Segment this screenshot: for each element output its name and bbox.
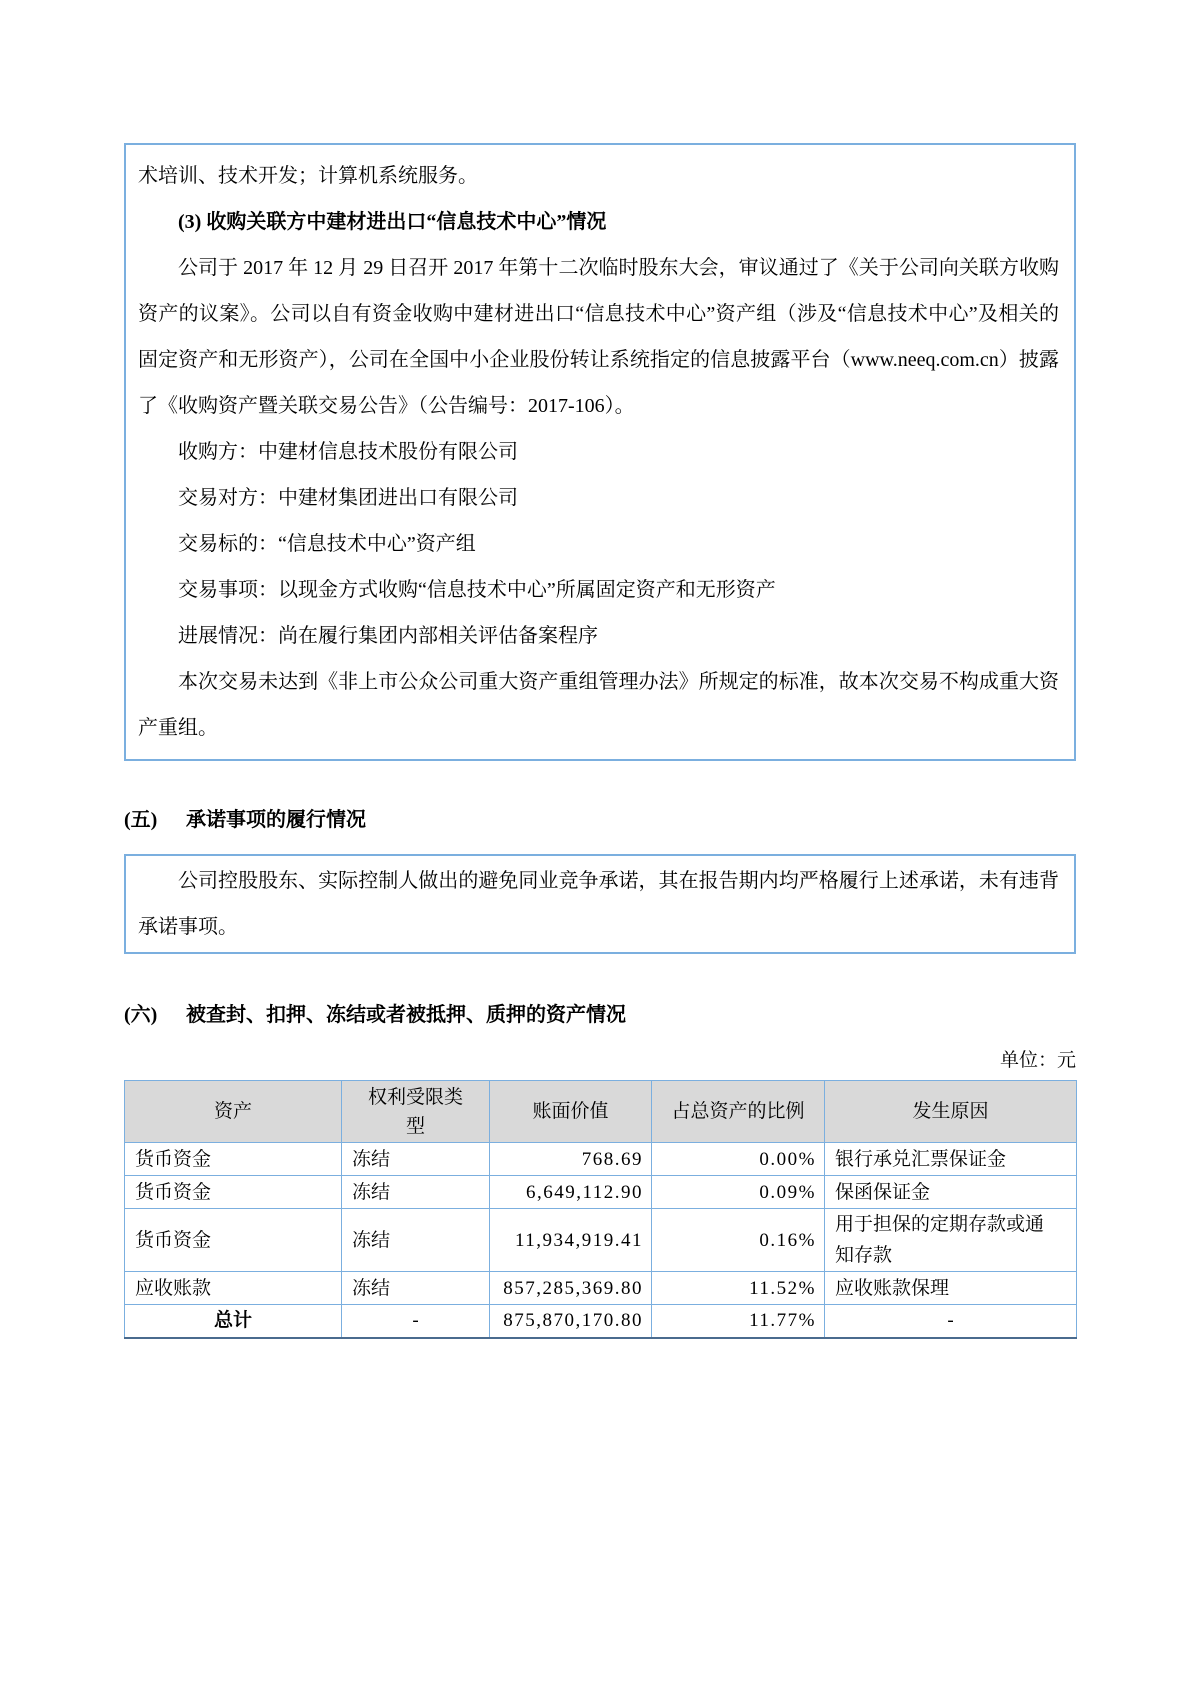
cell-asset: 货币资金 [125,1176,342,1209]
cell-book-value: 11,934,919.41 [490,1209,652,1272]
cell-restriction: 冻结 [342,1272,490,1305]
deal-item-progress: 进展情况：尚在履行集团内部相关评估备案程序 [178,625,598,647]
header-book-value: 账面价值 [490,1081,652,1143]
table-row [125,1209,1077,1272]
table-row [125,1143,1077,1176]
cell-book-value: 857,285,369.80 [490,1272,652,1305]
section-6-title: 被查封、扣押、冻结或者被抵押、质押的资产情况 [186,1004,626,1026]
cell-reason: 银行承兑汇票保证金 [825,1143,1077,1176]
table-header-row [125,1081,1077,1143]
cell-ratio: 0.09% [652,1176,825,1209]
section-6-number: (六) [124,1004,158,1026]
commitment-box [124,854,1076,954]
cell-restriction: 冻结 [342,1176,490,1209]
intro-line: 术培训、技术开发；计算机系统服务。 [138,165,478,187]
header-ratio: 占总资产的比例 [652,1081,825,1143]
table-total-row [125,1305,1077,1338]
header-reason: 发生原因 [825,1081,1077,1143]
unit-label: 单位：元 [999,1050,1076,1071]
section-5-heading [124,797,1076,843]
cell-ratio: 0.16% [652,1209,825,1272]
deal-item-matter: 交易事项：以现金方式收购“信息技术中心”所属固定资产和无形资产 [178,579,776,601]
table-row [125,1272,1077,1305]
cell-reason: 应收账款保理 [825,1272,1077,1305]
cell-total-label: 总计 [125,1305,342,1338]
cell-ratio: 0.00% [652,1143,825,1176]
cell-total-ratio: 11.77% [652,1305,825,1338]
commitment-paragraph: 公司控股股东、实际控制人做出的避免同业竞争承诺，其在报告期内均严格履行上述承诺，未有违背承诺事项。 [138,870,1059,938]
cell-total-restriction: - [342,1305,490,1338]
cell-reason: 保函保证金 [825,1176,1077,1209]
cell-book-value: 6,649,112.90 [490,1176,652,1209]
section-6-heading [124,992,1076,1038]
subsection-3-heading: (3) 收购关联方中建材进出口“信息技术中心”情况 [178,211,607,233]
cell-restriction: 冻结 [342,1143,490,1176]
acquisition-info-box [124,143,1076,761]
deal-item-counterparty: 交易对方：中建材集团进出口有限公司 [178,487,518,509]
table-row [125,1176,1077,1209]
cell-ratio: 11.52% [652,1272,825,1305]
cell-asset: 货币资金 [125,1143,342,1176]
cell-total-reason: - [825,1305,1077,1338]
cell-restriction: 冻结 [342,1209,490,1272]
header-asset: 资产 [125,1081,342,1143]
cell-book-value: 768.69 [490,1143,652,1176]
cell-asset: 应收账款 [125,1272,342,1305]
section-5-number: (五) [124,809,158,831]
deal-item-buyer: 收购方：中建材信息技术股份有限公司 [178,441,518,463]
section-5-title: 承诺事项的履行情况 [186,809,366,831]
restricted-assets-table [124,1080,1077,1339]
header-restriction-type: 权利受限类型 [342,1081,490,1143]
page-content [124,0,1076,1339]
closing-paragraph: 本次交易未达到《非上市公众公司重大资产重组管理办法》所规定的标准，故本次交易不构成重大资产重组。 [138,671,1059,739]
cell-asset: 货币资金 [125,1209,342,1272]
acquisition-paragraph: 公司于 2017 年 12 月 29 日召开 2017 年第十二次临时股东大会，审议通过了《关于公司向关联方收购资产的议案》。公司以自有资金收购中建材进出口“信息技术中心”资产组（涉及“信息技术中心”及相关的固定资产和无形资产），公司在全国中小企业股份转让系统指定的信息披露平台（www.neeq.com.cn）披露了《收购资产暨关联交易公告》（公告编号：2017-106）。 [138,257,1059,417]
cell-reason: 用于担保的定期存款或通知存款 [825,1209,1077,1272]
cell-total-book-value: 875,870,170.80 [490,1305,652,1338]
deal-item-target: 交易标的：“信息技术中心”资产组 [178,533,476,555]
